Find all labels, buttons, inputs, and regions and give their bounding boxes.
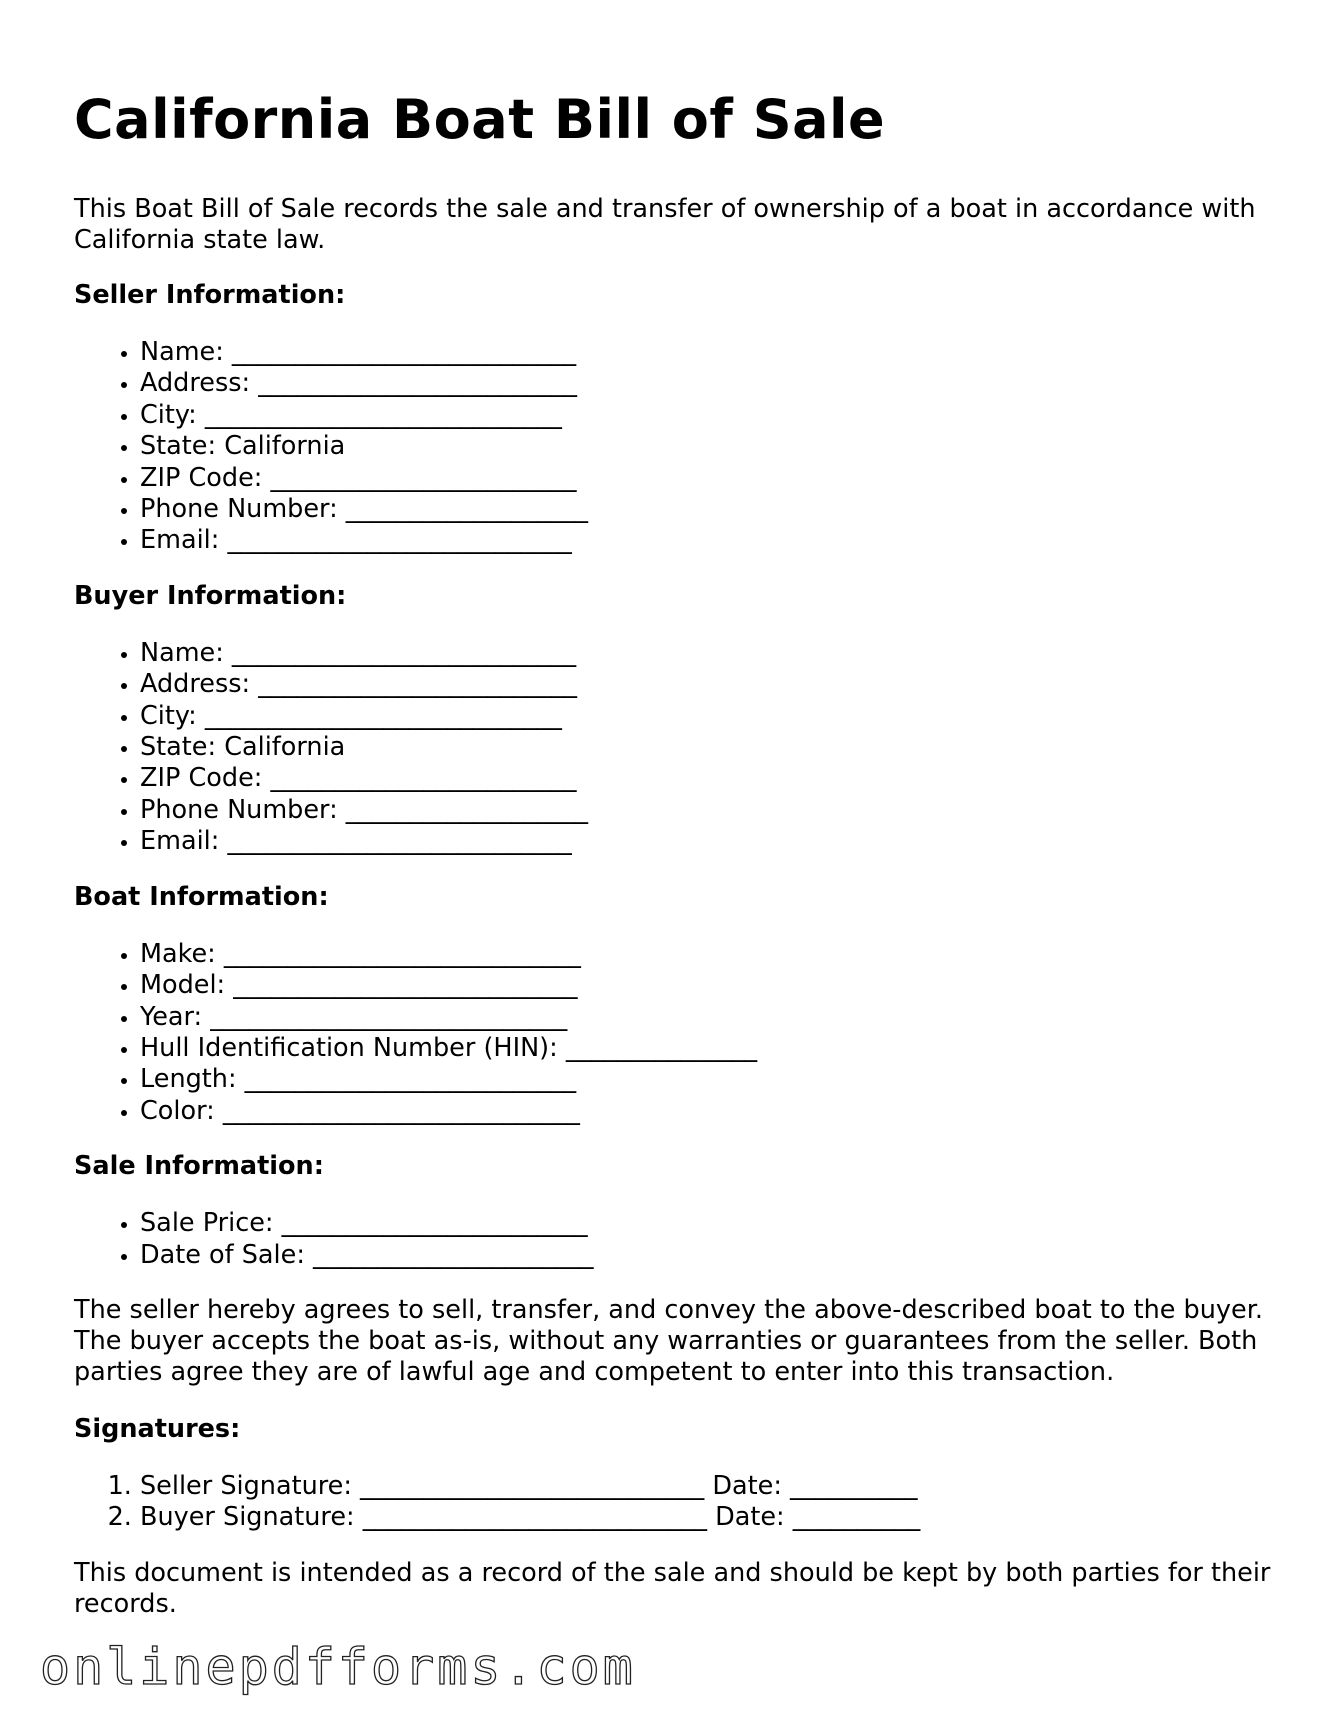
document-page bbox=[74, 88, 1274, 1620]
seller-name-field[interactable]: • Name: ___________________________ bbox=[140, 337, 1274, 368]
page-title: California Boat Bill of Sale bbox=[74, 88, 886, 151]
buyer-name-field[interactable]: • Name: ___________________________ bbox=[140, 638, 1274, 669]
seller-phone-field[interactable]: • Phone Number: ___________________ bbox=[140, 494, 1274, 525]
seller-state: • State: California bbox=[140, 431, 1274, 462]
buyer-state: • State: California bbox=[140, 732, 1274, 763]
seller-list bbox=[74, 337, 1274, 557]
seller-city-field[interactable]: • City: ____________________________ bbox=[140, 400, 1274, 431]
buyer-address-field[interactable]: • Address: _________________________ bbox=[140, 669, 1274, 700]
signatures-heading: Signatures: bbox=[74, 1413, 241, 1444]
boat-year-field[interactable]: • Year: ____________________________ bbox=[140, 1002, 1274, 1033]
buyer-list bbox=[74, 638, 1274, 858]
buyer-signature-field[interactable]: 2. Buyer Signature: ___________________________ Date: __________ bbox=[140, 1502, 1274, 1533]
sale-date-field[interactable]: • Date of Sale: ______________________ bbox=[140, 1240, 1274, 1271]
signatures-list bbox=[74, 1471, 1274, 1534]
buyer-heading: Buyer Information: bbox=[74, 580, 347, 611]
seller-signature-field[interactable]: 1. Seller Signature: ___________________________ Date: __________ bbox=[140, 1471, 1274, 1502]
seller-email-field[interactable]: • Email: ___________________________ bbox=[140, 525, 1274, 556]
watermark-logo: onlinepdfforms.com bbox=[40, 1638, 636, 1696]
buyer-city-field[interactable]: • City: ____________________________ bbox=[140, 701, 1274, 732]
boat-list bbox=[74, 939, 1274, 1127]
agreement-paragraph: The seller hereby agrees to sell, transfer, and convey the above-described boat to the buyer. The buyer accepts the boat as-is, without any warranties or guarantees from the seller. Both parties agree they are of lawful age and competent to enter into this transaction. bbox=[74, 1294, 1263, 1387]
sale-heading: Sale Information: bbox=[74, 1151, 324, 1182]
seller-zip-field[interactable]: • ZIP Code: ________________________ bbox=[140, 463, 1274, 494]
seller-heading: Seller Information: bbox=[74, 280, 346, 310]
boat-heading: Boat Information: bbox=[74, 881, 329, 912]
boat-model-field[interactable]: • Model: ___________________________ bbox=[140, 970, 1274, 1001]
sale-list bbox=[74, 1208, 1274, 1271]
boat-make-field[interactable]: • Make: ____________________________ bbox=[140, 939, 1274, 970]
seller-address-field[interactable]: • Address: _________________________ bbox=[140, 368, 1274, 399]
buyer-zip-field[interactable]: • ZIP Code: ________________________ bbox=[140, 763, 1274, 794]
intro-paragraph: This Boat Bill of Sale records the sale and transfer of ownership of a boat in accordance with California state law. bbox=[74, 194, 1256, 255]
sale-price-field[interactable]: • Sale Price: ________________________ bbox=[140, 1208, 1274, 1239]
boat-length-field[interactable]: • Length: __________________________ bbox=[140, 1064, 1274, 1095]
buyer-phone-field[interactable]: • Phone Number: ___________________ bbox=[140, 795, 1274, 826]
boat-color-field[interactable]: • Color: ____________________________ bbox=[140, 1096, 1274, 1127]
closing-paragraph: This document is intended as a record of the sale and should be kept by both parties for their records. bbox=[74, 1557, 1271, 1619]
buyer-email-field[interactable]: • Email: ___________________________ bbox=[140, 826, 1274, 857]
boat-hin-field[interactable]: • Hull Identification Number (HIN): _______________ bbox=[140, 1033, 1274, 1064]
